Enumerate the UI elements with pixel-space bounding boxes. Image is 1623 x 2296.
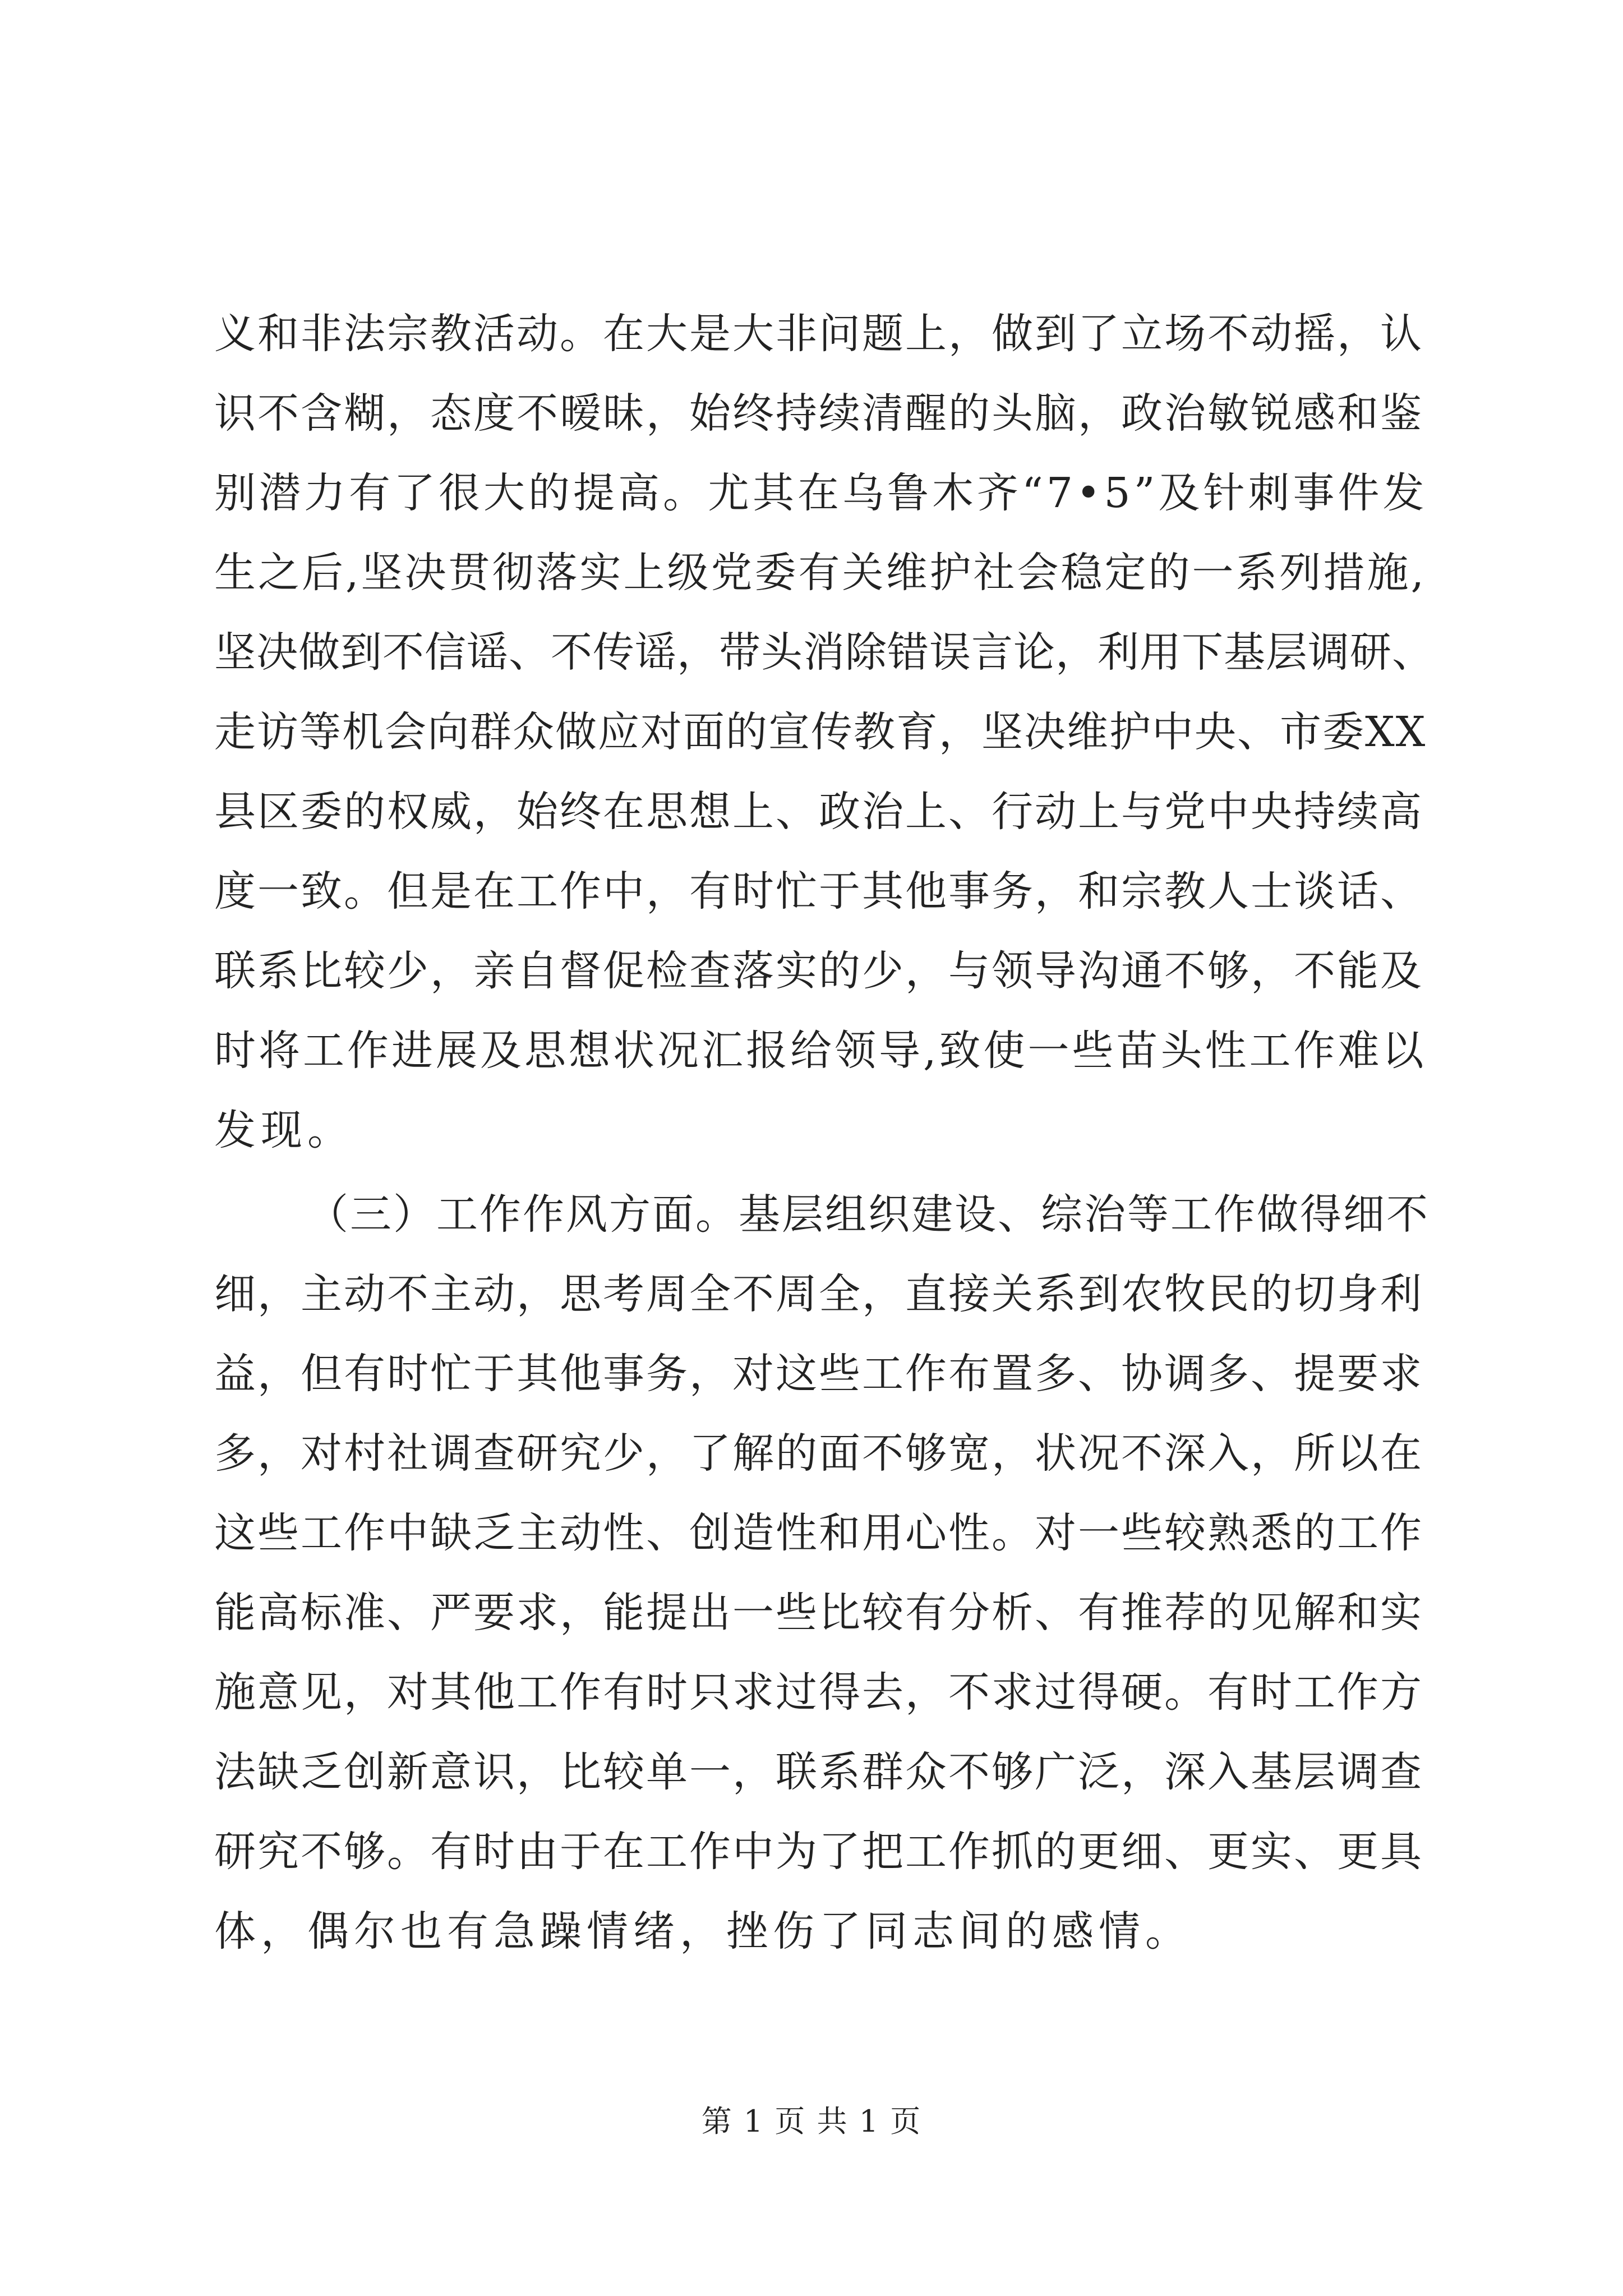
text-line: 别潜力有了很大的提高。尤其在乌鲁木齐“7•5”及针刺事件发 [214,469,1428,517]
text-line: 能高标准、严要求，能提出一些比较有分析、有推荐的见解和实 [214,1589,1423,1637]
text-line: 坚决做到不信谣、不传谣，带头消除错误言论，利用下基层调研、 [214,628,1434,677]
text-line: 生之后,坚决贯彻落实上级党委有关维护社会稳定的一系列措施, [214,549,1427,597]
text-line: 县区委的权威，始终在思想上、政治上、行动上与党中央持续高 [214,788,1423,836]
text-line: 走访等机会向群众做应对面的宣传教育，坚决维护中央、市委XX [214,708,1427,756]
text-line: 研究不够。有时由于在工作中为了把工作抓的更细、更实、更具 [214,1828,1423,1876]
text-line: 发现。 [214,1106,354,1154]
text-line: 法缺乏创新意识，比较单一，联系群众不够广泛，深入基层调查 [214,1748,1423,1796]
text-line: 体，偶尔也有急躁情绪，挫伤了同志间的感情。 [214,1907,1192,1955]
text-line: 度一致。但是在工作中，有时忙于其他事务，和宗教人士谈话、 [214,867,1423,915]
text-line: 联系比较少，亲自督促检查落实的少，与领导沟通不够，不能及 [214,947,1423,995]
text-line: 义和非法宗教活动。在大是大非问题上，做到了立场不动摇，认 [214,310,1423,358]
text-line: 施意见，对其他工作有时只求过得去，不求过得硬。有时工作方 [214,1668,1423,1717]
page-number-footer: 第 1 页 共 1 页 [701,2104,922,2139]
text-line: 时将工作进展及思想状况汇报给领导,致使一些苗头性工作难以 [214,1027,1427,1075]
text-line: 这些工作中缺乏主动性、创造性和用心性。对一些较熟悉的工作 [214,1509,1423,1557]
text-line: 细，主动不主动，思考周全不周全，直接关系到农牧民的切身利 [214,1270,1423,1318]
paragraph-heading-line: （三）工作作风方面。基层组织建设、综治等工作做得细不 [307,1190,1430,1239]
text-line: 多，对村社调查研究少，了解的面不够宽，状况不深入，所以在 [214,1429,1423,1478]
text-line: 益，但有时忙于其他事务，对这些工作布置多、协调多、提要求 [214,1350,1423,1398]
text-line: 识不含糊，态度不暧昧，始终持续清醒的头脑，政治敏锐感和鉴 [214,389,1423,438]
